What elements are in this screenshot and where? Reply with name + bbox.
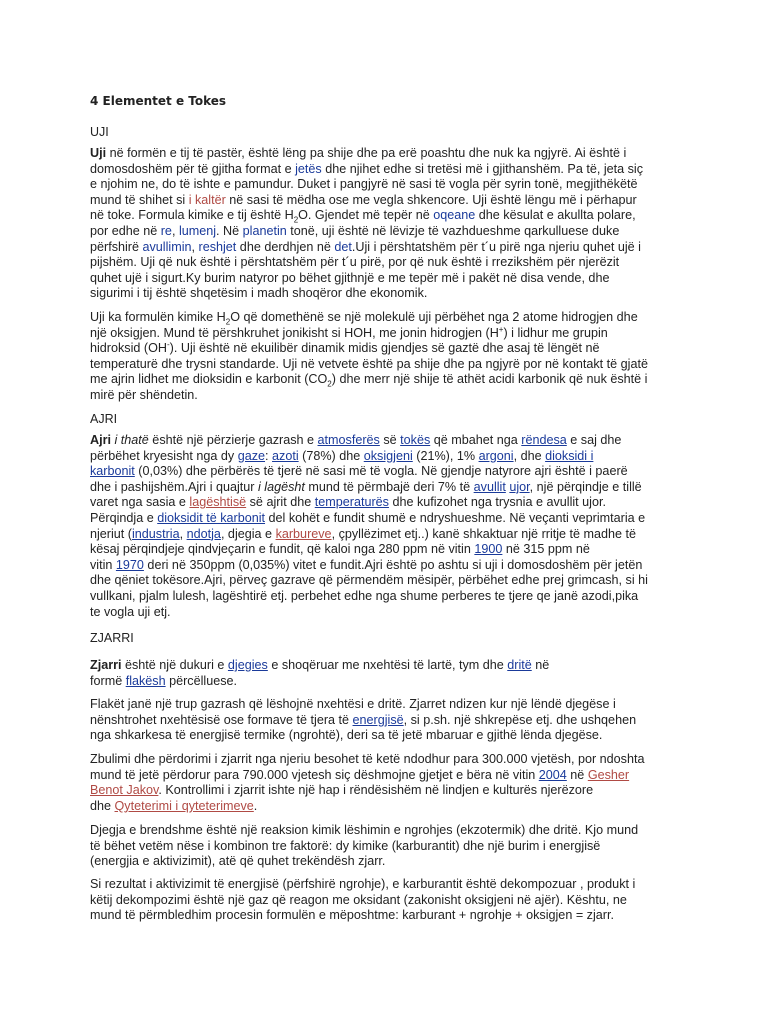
link-gesher[interactable]: Gesher — [587, 767, 630, 782]
link-dioksidi-i-karbonit[interactable]: dioksidi i — [545, 448, 594, 463]
link-oksigjeni[interactable]: oksigjeni — [363, 448, 413, 463]
link-avullit[interactable]: avullit — [473, 479, 506, 494]
link-rendesa[interactable]: rëndesa — [521, 433, 567, 447]
link-i-kalter[interactable]: i kaltër — [188, 192, 226, 207]
link-qyteterimi[interactable]: Qyteterimi i qyteterimeve — [114, 798, 254, 813]
link-ujor[interactable]: ujor — [509, 479, 530, 494]
ajri-paragraph-1: Ajri i thatë është një përzierje gazrash e atmosferës së tokës që mbahet nga rëndesa e saj dhe përbëhet kryesisht nga dy gaze: azoti (78%) dhe oksigjeni (21%), 1% argoni, dhe dioksidi i karbonit (0,03%) dhe përbërës të tjerë në sasi më të vogla. Në gjendje natyrore ajri është i paerë dhe i pashijshëm.Ajri i quajtur i lagësht mund të përmbajë deri 7% të avullit ujor, një përqindje e tillë varet nga sasia e lagështisë së ajrit dhe temperaturës dhe kufizohet nga trysnia e avullit ujor. Përqindja e dioksidit të karbonit del kohët e fundit shumë e ndryshueshme. Në veçanti veprimtaria e njeriut (industria, ndotja, djegia e karbureve, çpyllëzimet etj..) kanë shkaktuar një rritje të madhe të kësaj përqindjeje qindvjeçarin e fundit, që kaloi nga 280 ppm në vitin 1900 në 315 ppm në vitin 1970 deri në 350ppm (0,035%) vitet e fundit.Ajri është po ashtu si uji i domosdoshëm për jetën dhe qëniet tokësore.Ajri, përveç gazrave që përmendëm mësipër, përbëhet edhe prej grimcash, si hi vullkani, pjalm lulesh, lagështirë etj. perbehet edhe nga shume perberes te tjere qe janë azodi,pika te vogla uji etj. — [90, 433, 648, 619]
link-energjise[interactable]: energjisë — [352, 712, 404, 727]
zjarri-paragraph-5: Si rezultat i aktivizimit të energjisë (përfshirë ngrohje), e karburantit është dekompozuar , produkt i këtij dekompozimi është një gaz që reagon me oksidant (zakonisht oksigjeni në ajër). Kështu, ne mund të përmbledhim procesin formulën e mëposhtme: karburant + ngrohje + oksigjen = zjarr. — [90, 877, 636, 923]
link-flakesh[interactable]: flakësh — [125, 673, 166, 688]
link-jetes[interactable]: jetës — [295, 161, 322, 176]
zjarri-paragraph-2: Flakët janë një trup gazrash që lëshojnë nxehtësi e dritë. Zjarret ndizen kur një lëndë djegëse i nënshtrohet nxehtësisë ose formave të tjera të energjisë, si p.sh. një shkrepëse etj. dhe ushqehen nga shkarkesa të energjisë termike (ngrohtë), deri sa të jetë mbaruar e gjithë lënda djegëse. — [90, 697, 637, 743]
link-karbureve[interactable]: karbureve — [275, 526, 332, 541]
link-planetin[interactable]: planetin — [242, 223, 287, 238]
link-djegies[interactable]: djegies — [227, 658, 268, 672]
link-benot-jakov[interactable]: Benot Jakov — [90, 783, 159, 798]
link-det[interactable]: det — [334, 239, 352, 254]
link-1900[interactable]: 1900 — [474, 542, 503, 557]
uji-paragraph-2: Uji ka formulën kimike $H_2O$ që domethënë se një molekulë uji përbëhet nga 2 atome hidrogjen dhe një oksigjen. Mund të përshkruhet jonikisht si HOH, me jonin hidrogjen (H+) i lidhur me grupin hidroksid (OH-). Uji është në ekuilibër dinamik midis gjendjes së gaztë dhe asaj të lëngët në temperaturë dhe trysni standarde. Uji në vetvete është pa shije dhe pa ngjyrë por në kontakt të gjatë me ajrin lidhet me dioksidin e karbonit $(CO_2)$ dhe merr një shije të athët acidi karbonik që nuk është i mirë për shëndetin. — [90, 310, 648, 402]
zjarri-paragraph-1: Zjarri është një dukuri e djegies e shoqëruar me nxehtësi të lartë, tym dhe dritë në formë flakësh përcëlluese. — [90, 658, 550, 688]
link-temperatures[interactable]: temperaturës — [314, 495, 389, 510]
zjarri-paragraph-4: Djegja e brendshme është një reaksion kimik lëshimin e ngrohjes (ekzotermik) dhe dritë. Kjo mund të bëhet vetëm nëse i kombinon tre faktorë: dy kimike (karburantit) dhe një burim i energjisë (energjia e aktivizimit), atë që quhet trekëndësh zjarr. — [90, 823, 639, 869]
link-atmosferes[interactable]: atmosferës — [317, 433, 380, 447]
link-avullimin[interactable]: avullimin — [142, 239, 192, 254]
section-heading-zjarri: ZJARRI — [90, 631, 134, 645]
link-oqeane[interactable]: oqeane — [433, 208, 476, 223]
link-argoni[interactable]: argoni — [478, 448, 514, 463]
link-drite[interactable]: dritë — [507, 658, 532, 672]
section-heading-ajri: AJRI — [90, 412, 118, 426]
link-karbonit[interactable]: karbonit — [90, 464, 135, 479]
link-azoti[interactable]: azoti — [272, 448, 299, 463]
link-2004[interactable]: 2004 — [538, 767, 567, 782]
section-heading-uji: UJI — [90, 125, 109, 139]
document-title: 4 Elementet e Tokes — [90, 94, 227, 108]
link-ndotja[interactable]: ndotja — [186, 526, 221, 541]
link-1970[interactable]: 1970 — [115, 557, 144, 572]
zjarri-paragraph-3: Zbulimi dhe përdorimi i zjarrit nga njeriu besohet të ketë ndodhur para 300.000 vjetësh, por ndoshta mund të jetë përdorur para 790.000 vjetesh siç dëshmojne gjetjet e bëra në vitin 2004 në Gesher Benot Jakov. Kontrollimi i zjarrit ishte një hap i rëndësishëm në lindjen e kulturës njerëzore dhe Qyteterimi i qyteterimeve. — [90, 752, 645, 813]
link-re[interactable]: re — [160, 223, 172, 238]
link-reshjet[interactable]: reshjet — [198, 239, 237, 254]
link-dioksidit-te-karbonit[interactable]: dioksidit të karbonit — [157, 510, 266, 525]
link-industria[interactable]: industria — [132, 526, 180, 541]
uji-paragraph-1: Uji në formën e tij të pastër, është lëng pa shije dhe pa erë poashtu dhe nuk ka ngjyrë. Ai është i domosdoshëm për të gjitha format e jetës dhe njihet edhe si tretësi më i gjithanshëm. Pa të, jeta siç e njohim ne, do të ishte e pamundur. Duket i pangjyrë në sasi të vogla për syrin tonë, megjithëkëtë mund të shihet si i kaltër në sasi të mëdha ose me vegla shkencore. Uji është lëngu më i përhapur në toke. Formula kimike e tij është $H_2O$. Gjendet më tepër në oqeane dhe kësulat e akullta polare, por edhe në re, lumenj. Në planetin tonë, uji është në lëvizje të vazhdueshme qarkulluese duke përfshirë avullimin, reshjet dhe derdhjen në det.Uji i përshtatshëm për t´u pirë nga njeriu quhet ujë i pijshëm. Uji që nuk është i përshtatshëm për t´u pirë, por që nuk është i rrezikshëm për njerëzit quhet ujë i sigurt.Ky burim natyror po bëhet gjithnjë e me tepër më i pakët në disa vende, dhe sigurimi i tij është shqetësim i madh shoqëror dhe ekonomik. — [90, 146, 644, 301]
link-lageshtise[interactable]: lagështisë — [189, 495, 247, 510]
link-tokes[interactable]: tokës — [400, 433, 431, 447]
link-lumenj[interactable]: lumenj — [178, 223, 217, 238]
link-gaze[interactable]: gaze — [237, 448, 266, 463]
